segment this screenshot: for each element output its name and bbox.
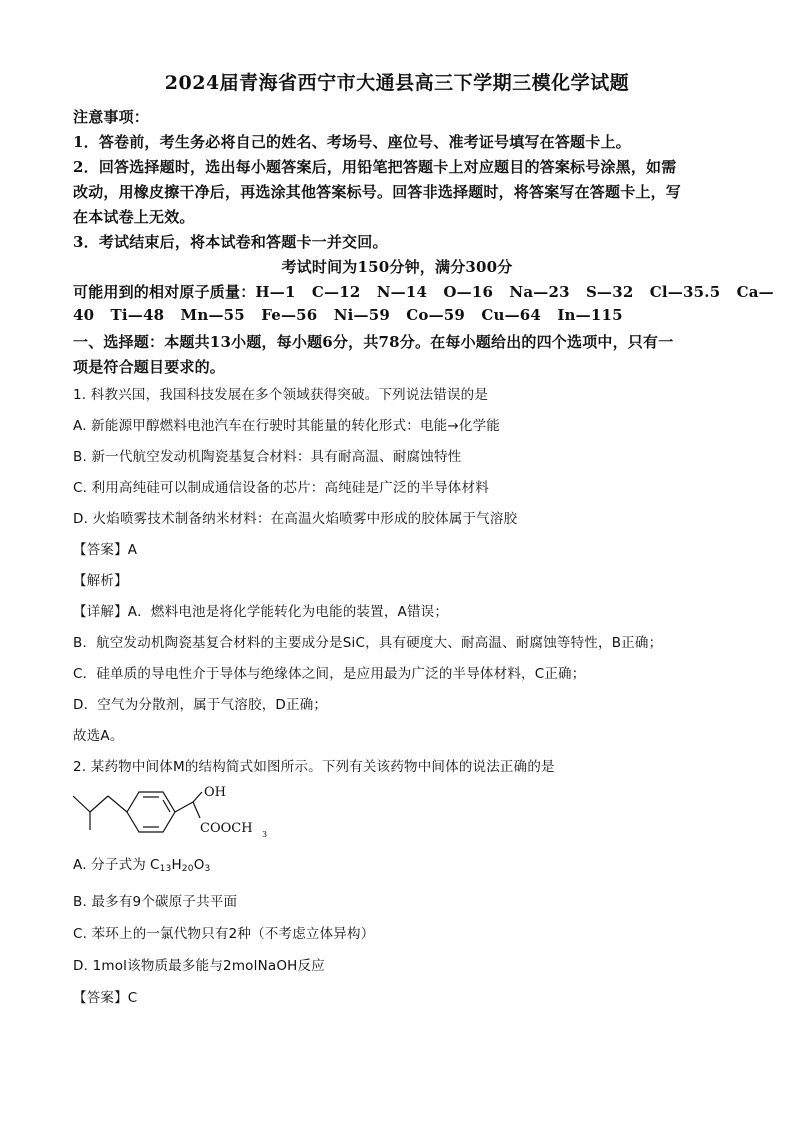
molecular-formula: $C_{13}H_{20}O_3$ (149, 857, 211, 874)
notice-line-1: 1．答卷前，考生务必将自己的姓名、考场号、座位号、准考证号填写在答题卡上。 (73, 133, 631, 151)
cooch3-label: COOCH (200, 821, 253, 836)
q1-detail-2: B．航空发动机陶瓷基复合材料的主要成分是SiC，具有硬度大、耐高温、耐腐蚀等特性，B正确； (73, 635, 663, 651)
page-title: 2024届青海省西宁市大通县高三下学期三模化学试题 (164, 72, 630, 94)
q2-option-b: B. 最多有9个碳原子共平面 (73, 894, 238, 910)
exam-info: 考试时间为150分钟，满分300分 (281, 258, 513, 276)
q2-stem: 2. 某药物中间体M的结构简式如图所示。下列有关该药物中间体的说法正确的是 (73, 759, 555, 775)
notice-line-3: 改动，用橡皮擦干净后，再选涂其他答案标号。回答非选择题时，将答案写在答题卡上，写 (73, 183, 682, 201)
q2-option-a (73, 853, 723, 874)
q2-option-c: C. 苯环上的一氯代物只有2种（不考虑立体异构） (73, 926, 375, 942)
q1-option-a: A. 新能源甲醇燃料电池汽车在行驶时其能量的转化形式：电能→化学能 (73, 418, 500, 434)
q1-option-b: B. 新一代航空发动机陶瓷基复合材料：具有耐高温、耐腐蚀特性 (73, 449, 462, 465)
section-heading-line-2: 项是符合题目要求的。 (73, 358, 226, 376)
atomic-mass-line-2: 40 Ti—48 Mn—55 Fe—56 Ni—59 Co—59 Cu—64 In—115 (73, 306, 623, 324)
molecule-structure (66, 780, 276, 840)
notice-line-4: 在本试卷上无效。 (73, 208, 195, 226)
q1-answer: 【答案】A (73, 542, 138, 558)
q1-detail-4: D．空气为分散剂，属于气溶胶，D正确； (73, 697, 328, 713)
notice-line-5: 3．考试结束后，将本试卷和答题卡一并交回。 (73, 233, 388, 251)
q1-option-d: D. 火焰喷雾技术制备纳米材料：在高温火焰喷雾中形成的胶体属于气溶胶 (73, 511, 518, 527)
cooch3-subscript: 3 (262, 830, 268, 839)
q2-answer: 【答案】C (73, 990, 138, 1006)
q1-option-c: C. 利用高纯硅可以制成通信设备的芯片：高纯硅是广泛的半导体材料 (73, 480, 489, 496)
section-heading-line-1: 一、选择题：本题共13小题，每小题6分，共78分。在每小题给出的四个选项中，只有一 (73, 333, 674, 351)
oh-label: OH (204, 785, 226, 800)
atomic-mass-line-1: 可能用到的相对原子质量：H—1 C—12 N—14 O—16 Na—23 S—32 Cl—35.5 Ca— (73, 283, 774, 301)
q1-detail-5: 故选A。 (73, 728, 124, 744)
q2-option-d: D. 1mol该物质最多能与2molNaOH反应 (73, 958, 325, 974)
q1-stem: 1. 科教兴国，我国科技发展在多个领域获得突破。下列说法错误的是 (73, 387, 489, 403)
q1-detail-3: C．硅单质的导电性介于导体与绝缘体之间，是应用最为广泛的半导体材料，C正确； (73, 666, 586, 682)
q2-option-a-prefix: A. 分子式为 (73, 857, 146, 873)
notice-heading: 注意事项： (73, 108, 150, 126)
notice-line-2: 2．回答选择题时，选出每小题答案后，用铅笔把答题卡上对应题目的答案标号涂黑，如需 (73, 158, 677, 176)
q1-detail-1: 【详解】A．燃料电池是将化学能转化为电能的装置，A错误； (73, 604, 449, 620)
q1-analysis-label: 【解析】 (73, 573, 128, 589)
